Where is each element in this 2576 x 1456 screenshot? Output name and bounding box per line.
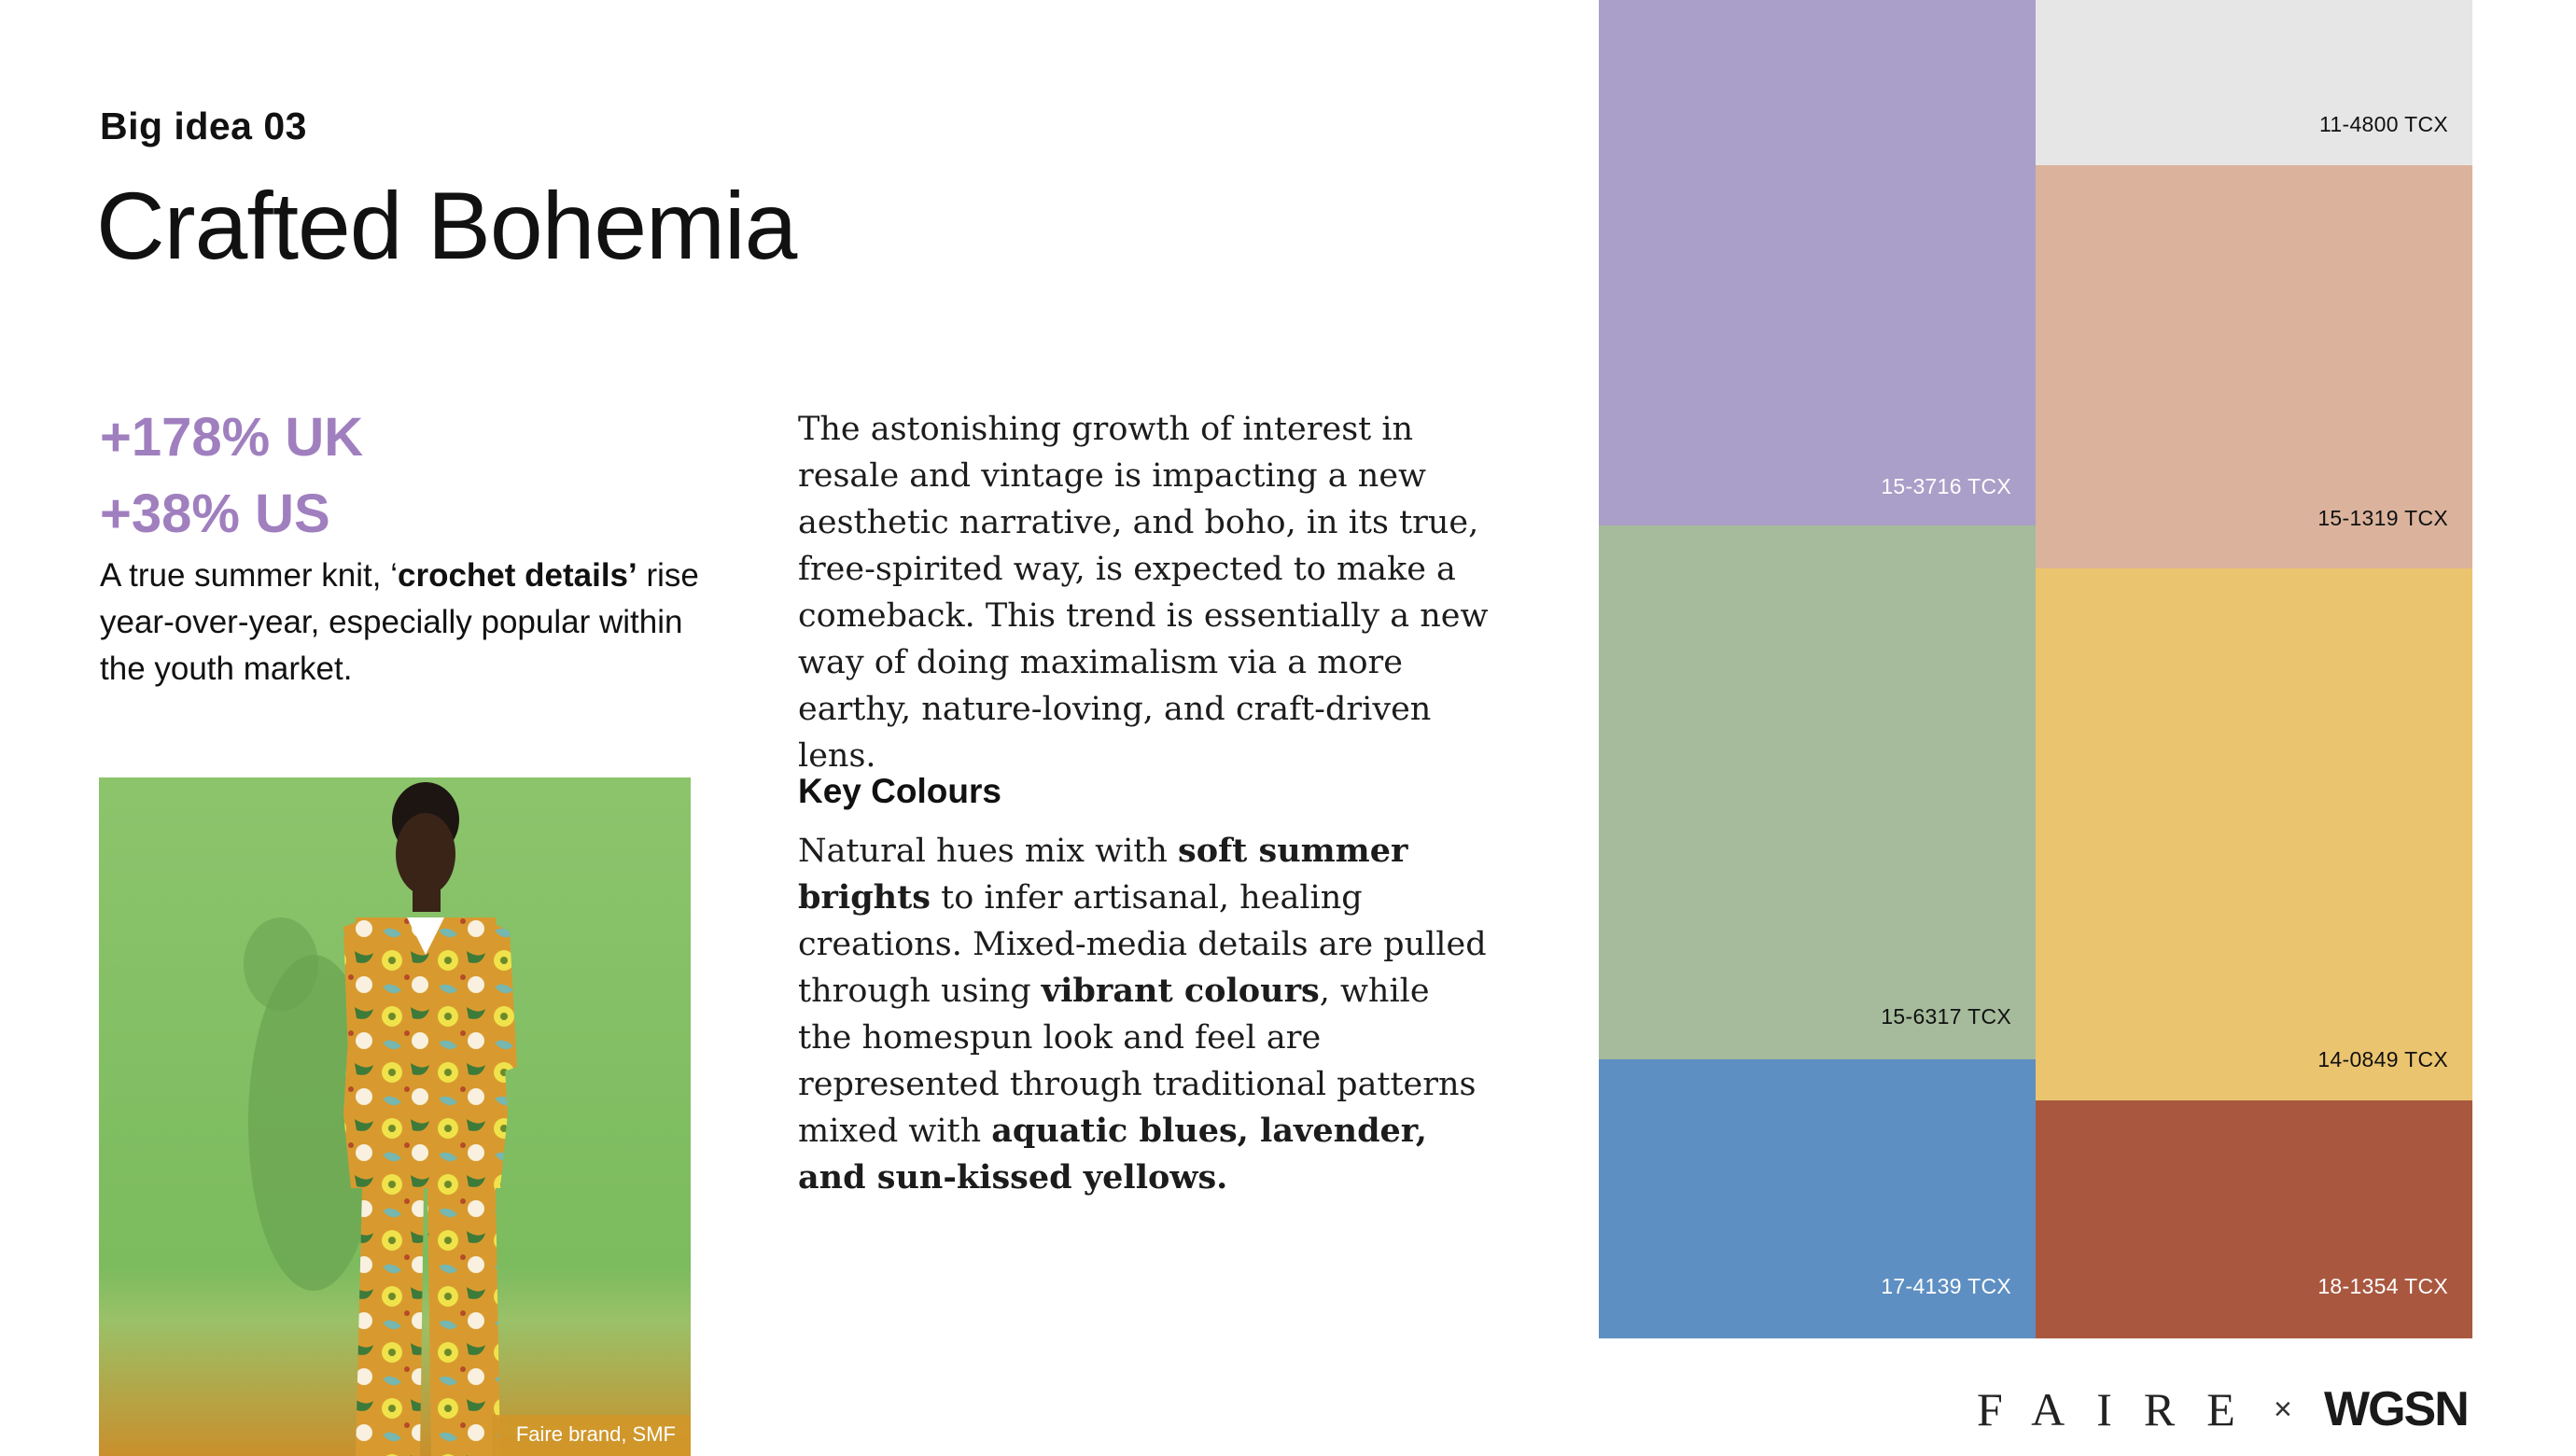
- wgsn-logo: WGSN: [2324, 1382, 2468, 1436]
- stat-desc-emphasis: crochet details’: [397, 557, 637, 594]
- key-colours-heading: Key Colours: [798, 772, 1001, 810]
- kc-emphasis-3: aquatic blues, lavender, and sun-kissed yellows.: [798, 1112, 1427, 1197]
- kc-emphasis-2: vibrant colours: [1041, 972, 1320, 1010]
- swatch-code: 14-0849 TCX: [2317, 1047, 2448, 1071]
- swatch-yellow: [2036, 568, 2472, 1100]
- kc-emphasis-1: soft summer brights: [798, 832, 1408, 917]
- model-photo-illustration: [99, 777, 691, 1456]
- kc-text-2: to infer artisanal, healing creations. Mixed-media details are pulled through using: [798, 879, 1487, 1010]
- stat-uk: +178% UK: [100, 407, 364, 468]
- swatch-light-grey: [2036, 0, 2472, 165]
- trend-paragraph: The astonishing growth of interest in resale and vintage is impacting a new aesthetic narrative, and boho, in its true, free-spirited way, is expected to make a comeback. This trend is essentially a new way of doing maximalism via a more earthy, nature-loving, and craft-driven lens.: [798, 411, 1489, 775]
- kc-text-1: Natural hues mix with: [798, 833, 1179, 870]
- swatch-lavender: [1599, 0, 2036, 525]
- page-title: Crafted Bohemia: [96, 173, 797, 279]
- swatch-code: 15-1319 TCX: [2317, 506, 2448, 530]
- swatch-code: 11-4800 TCX: [2319, 112, 2448, 136]
- swatch-code: 15-6317 TCX: [1881, 1004, 2011, 1029]
- stat-desc-text-end: rise year-over-year, especially popular within the youth market.: [100, 557, 699, 687]
- stat-description: [100, 553, 735, 693]
- kc-text-3: , while the homespun look and feel are represented through traditional patterns mixed with: [798, 973, 1477, 1150]
- photo-caption: Faire brand, SMF: [492, 1415, 691, 1456]
- swatch-code: 17-4139 TCX: [1881, 1274, 2011, 1298]
- key-colours-paragraph: [798, 828, 1489, 1201]
- eyebrow-label: Big idea 03: [100, 105, 307, 147]
- swatch-peach: [2036, 165, 2472, 568]
- swatch-code: 15-3716 TCX: [1881, 474, 2011, 498]
- swatch-sage: [1599, 525, 2036, 1059]
- stat-us: +38% US: [100, 483, 330, 544]
- logo-separator: ×: [2274, 1391, 2292, 1427]
- swatch-rust: [2036, 1100, 2472, 1338]
- stat-desc-text: A true summer knit, ‘: [100, 557, 398, 594]
- swatch-code: 18-1354 TCX: [2317, 1274, 2448, 1298]
- model-photo: [99, 777, 691, 1456]
- faire-logo: FAIRE: [1977, 1383, 2267, 1435]
- swatch-blue: [1599, 1059, 2036, 1338]
